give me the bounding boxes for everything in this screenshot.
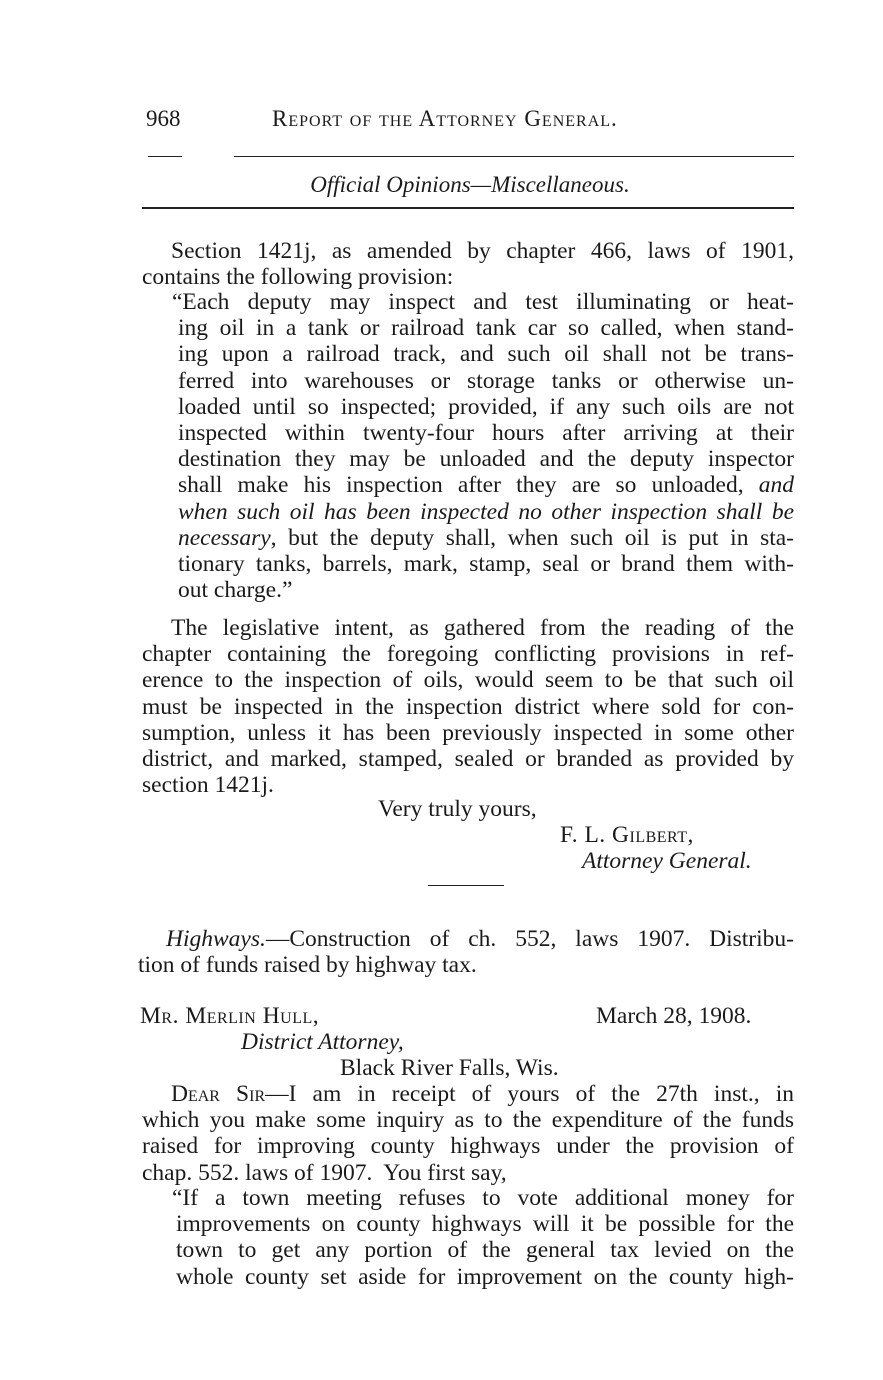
quote-line: ing oil in a tank or railroad tank car so called, when stand- (178, 315, 794, 342)
conclusion-line: must be inspected in the inspection district where sold for con- (142, 693, 794, 720)
headnote-line (138, 926, 794, 952)
headnote-line: tion of funds raised by highway tax. (138, 952, 477, 979)
inquiry-line: improvements on county highways will it be possible for the (176, 1211, 794, 1238)
conclusion-paragraph (142, 615, 794, 798)
headnote (138, 926, 794, 978)
quote-line: ing upon a railroad track, and such oil shall not be trans- (178, 341, 794, 368)
conclusion-line: district, and marked, stamped, sealed or branded as provided by (142, 746, 794, 773)
running-title: Report of the Attorney General. (272, 106, 618, 131)
header-rule-long (234, 156, 794, 157)
section-title: Official Opinions—Miscellaneous. (310, 172, 630, 197)
quote-line: ferred into warehouses or storage tanks or otherwise un- (178, 367, 794, 394)
inquiry-quotation (172, 1185, 794, 1290)
addressee-title: District Attorney, (241, 1029, 404, 1055)
signer-name (560, 822, 694, 849)
addressee-name: Mr. Merlin Hull, (140, 1003, 320, 1029)
letter-line (142, 1081, 794, 1107)
headnote-text: —Construction of ch. 552, laws 1907. Distribu- (265, 926, 794, 952)
closing: Very truly yours, (378, 796, 537, 822)
conclusion-line: sumption, unless it has been previously inspected in some other (142, 719, 794, 746)
quote-line: loaded until so inspected; provided, if any such oils are not (178, 393, 794, 420)
inquiry-line: whole county set aside for improvement on the county high- (176, 1263, 794, 1290)
intro-paragraph (142, 238, 794, 290)
quote-line: out charge.” (178, 577, 293, 604)
letter-line: chap. 552. laws of 1907. You first say, (142, 1159, 507, 1186)
letter-text: —I am in receipt of yours of the 27th inst., in (265, 1081, 794, 1107)
conclusion-line: chapter containing the foregoing conflicting provisions in ref- (142, 641, 794, 668)
salutation: Dear Sir (171, 1081, 266, 1107)
quote-text: , but the deputy shall, when such oil is put in sta- (270, 524, 794, 551)
intro-line: Section 1421j, as amended by chapter 466, laws of 1901, (171, 238, 794, 264)
quote-italic-text: necessary (178, 524, 271, 551)
conclusion-line: erence to the inspection of oils, would seem to be that such oil (142, 667, 794, 694)
separator-rule (428, 885, 504, 886)
page-number: 968 (146, 106, 181, 131)
header-rule-short (148, 156, 182, 157)
letter-line: raised for improving county highways under the provision of (142, 1133, 794, 1160)
intro-line: contains the following provision: (142, 264, 454, 291)
conclusion-line: The legislative intent, as gathered from the reading of the (171, 615, 794, 641)
quote-line (178, 525, 794, 551)
letter-line: which you make some inquiry as to the expenditure of the funds (142, 1107, 794, 1134)
addressee-location: Black River Falls, Wis. (340, 1055, 559, 1081)
quote-italic-line: when such oil has been inspected no other inspection shall be (178, 498, 794, 525)
section-rule (142, 207, 794, 209)
quote-line: inspected within twenty-four hours after arriving at their (178, 420, 794, 447)
statute-quotation (172, 289, 795, 604)
conclusion-line: section 1421j. (142, 772, 274, 799)
quote-line: tionary tanks, barrels, mark, stamp, seal or brand them with- (178, 551, 794, 578)
quote-italic-text: and (758, 472, 795, 499)
inquiry-line: town to get any portion of the general tax levied on the (176, 1237, 794, 1264)
signer-name-text: F. L. Gilbert, (560, 822, 694, 848)
quote-line: “Each deputy may inspect and test illuminating or heat- (172, 289, 794, 315)
inquiry-line: “If a town meeting refuses to vote additional money for (172, 1185, 794, 1211)
letter-date: March 28, 1908. (596, 1003, 752, 1029)
quote-text: shall make his inspection after they are so unloaded, (178, 472, 744, 499)
quote-line (178, 472, 794, 498)
letter-paragraph (142, 1081, 794, 1186)
signer-title: Attorney General. (582, 848, 752, 874)
headnote-topic: Highways. (166, 926, 266, 952)
quote-line: destination they may be unloaded and the deputy inspector (178, 446, 794, 473)
